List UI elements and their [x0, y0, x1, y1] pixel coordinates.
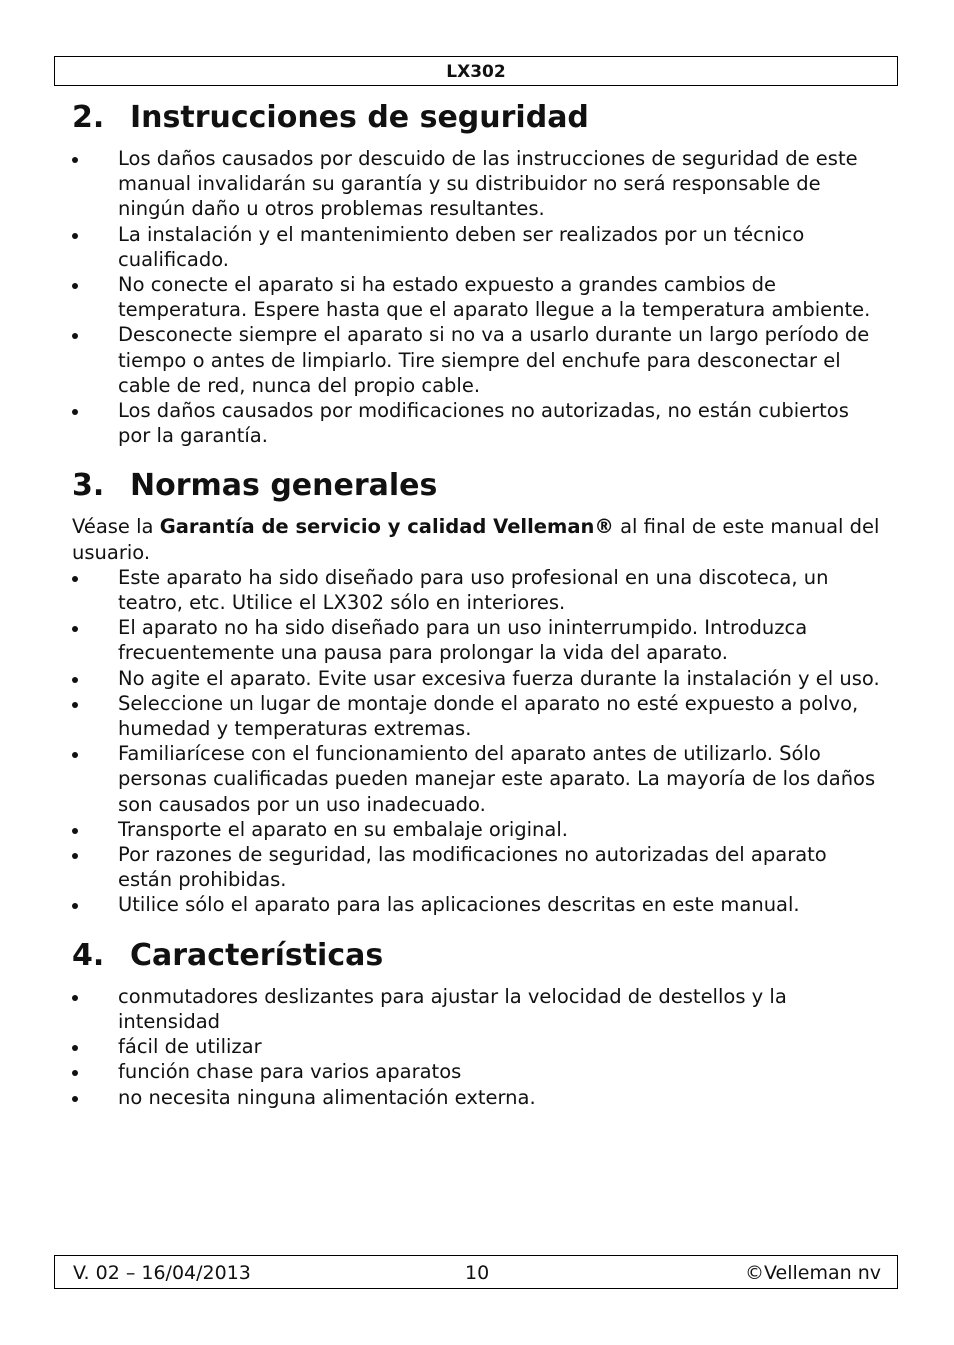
footer-copyright: ©Velleman nv	[745, 1262, 881, 1284]
bullet-icon	[72, 626, 78, 632]
list-item: Los daños causados por modificaciones no autorizadas, no están cubiertos por la garantía.	[72, 398, 882, 448]
section-title: Normas generales	[130, 468, 438, 504]
bullet-icon	[72, 677, 78, 683]
bullet-icon	[72, 702, 78, 708]
list-item: Transporte el aparato en su embalaje original.	[72, 817, 882, 842]
bullet-icon	[72, 233, 78, 239]
section-features	[72, 936, 882, 1110]
list-item: No conecte el aparato si ha estado expuesto a grandes cambios de temperatura. Espere hasta que el aparato llegue a la temperatura ambiente.	[72, 272, 882, 322]
list-item: Los daños causados por descuido de las instrucciones de seguridad de este manual invalidarán su garantía y su distribuidor no será responsable de ningún daño u otros problemas resultantes.	[72, 146, 882, 222]
list-item: No agite el aparato. Evite usar excesiva fuerza durante la instalación y el uso.	[72, 666, 882, 691]
bullet-icon	[72, 828, 78, 834]
section-heading	[72, 936, 882, 976]
bullet-icon	[72, 1070, 78, 1076]
bullet-icon	[72, 409, 78, 415]
bullet-icon	[72, 853, 78, 859]
footer-page-number: 10	[465, 1262, 490, 1284]
section-intro: Véase la Garantía de servicio y calidad Velleman® al final de este manual del usuario.	[72, 515, 880, 564]
document-body	[72, 98, 882, 1128]
list-item: conmutadores deslizantes para ajustar la velocidad de destellos y la intensidad	[72, 984, 882, 1034]
section-number: 2.	[72, 100, 105, 135]
list-item: función chase para varios aparatos	[72, 1059, 882, 1084]
section-heading	[72, 466, 882, 506]
warranty-reference: Garantía de servicio y calidad Velleman®	[159, 515, 614, 539]
bullet-icon	[72, 752, 78, 758]
section-safety-instructions	[72, 98, 882, 448]
bullet-icon	[72, 1045, 78, 1051]
bullet-icon	[72, 157, 78, 163]
bullet-list	[72, 984, 882, 1110]
bullet-icon	[72, 903, 78, 909]
list-item: Desconecte siempre el aparato si no va a usarlo durante un largo período de tiempo o antes de limpiarlo. Tire siempre del enchufe para desconectar el cable de red, nunca del propio cable.	[72, 322, 882, 398]
page-header	[54, 56, 898, 86]
bullet-icon	[72, 283, 78, 289]
section-title: Instrucciones de seguridad	[130, 100, 589, 135]
section-heading	[72, 98, 882, 138]
list-item: Por razones de seguridad, las modificaciones no autorizadas del aparato están prohibidas.	[72, 842, 882, 892]
list-item: Familiarícese con el funcionamiento del aparato antes de utilizarlo. Sólo personas cualificadas pueden manejar este aparato. La mayoría de los daños son causados por un uso inadecuado.	[72, 741, 882, 817]
page-footer	[54, 1255, 898, 1289]
bullet-list	[72, 146, 882, 448]
bullet-list	[72, 565, 882, 918]
bullet-icon	[72, 576, 78, 582]
section-number: 3.	[72, 468, 105, 504]
section-general-guidelines	[72, 466, 882, 917]
list-item: no necesita ninguna alimentación externa.	[72, 1085, 882, 1110]
bullet-icon	[72, 1096, 78, 1102]
list-item: El aparato no ha sido diseñado para un uso ininterrumpido. Introduzca frecuentemente una pausa para prolongar la vida del aparato.	[72, 615, 882, 665]
bullet-icon	[72, 995, 78, 1001]
bullet-icon	[72, 333, 78, 339]
section-number: 4.	[72, 937, 105, 973]
footer-version: V. 02 – 16/04/2013	[73, 1262, 251, 1284]
list-item: Utilice sólo el aparato para las aplicaciones descritas en este manual.	[72, 892, 882, 917]
section-title: Características	[130, 937, 384, 973]
header-title: LX302	[446, 62, 506, 82]
list-item: Seleccione un lugar de montaje donde el aparato no esté expuesto a polvo, humedad y temperaturas extremas.	[72, 691, 882, 741]
list-item: Este aparato ha sido diseñado para uso profesional en una discoteca, un teatro, etc. Utilice el LX302 sólo en interiores.	[72, 565, 882, 615]
list-item: fácil de utilizar	[72, 1034, 882, 1059]
list-item: La instalación y el mantenimiento deben ser realizados por un técnico cualificado.	[72, 222, 882, 272]
